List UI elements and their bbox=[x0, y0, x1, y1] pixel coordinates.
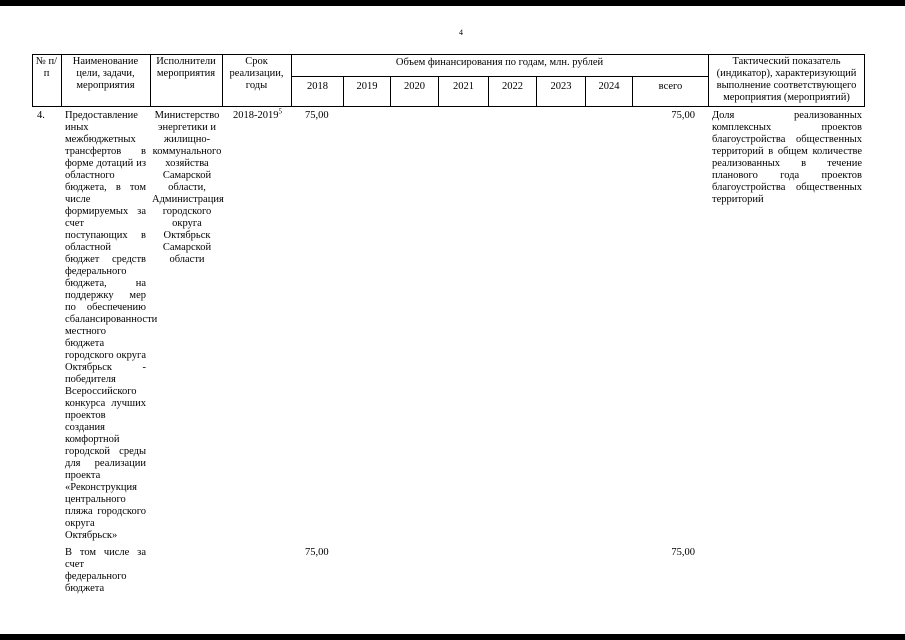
subrow-value-total: 75,00 bbox=[671, 547, 695, 558]
table-left-line bbox=[32, 54, 33, 107]
subrow-name: В том числе за счет федерального бюджета bbox=[65, 547, 146, 594]
header-year-2020: 2020 bbox=[404, 81, 425, 92]
row-executors: Министерство энергетики и жилищно-коммунального хозяйства Самарской области, Администрация городского округа Октябрьск Самарской области bbox=[152, 110, 224, 265]
col-divider-3 bbox=[222, 54, 223, 107]
top-border bbox=[0, 0, 905, 6]
row-term-value: 2018-2019 bbox=[233, 110, 279, 121]
header-year-2019: 2019 bbox=[356, 81, 378, 92]
header-year-2018: 2018 bbox=[307, 81, 328, 92]
subrow-value-2018: 75,00 bbox=[305, 547, 329, 558]
header-num: № п/п bbox=[35, 56, 58, 79]
row-indicator: Доля реализованных комплексных проектов благоустройства общественных территорий в общем количестве реализованных в течение планового года проектов благоустройства общественных территорий bbox=[712, 110, 862, 205]
row-value-2018: 75,00 bbox=[305, 110, 329, 121]
row-value-total: 75,00 bbox=[671, 110, 695, 121]
row-name: Предоставление иных межбюджетных трансфертов в форме дотаций из областного бюджета, в том числе формируемых за счет поступающих в областной бюджет средств федерального бюджета, на поддержку мер по обеспечению сбалансированности местного бюджета городского округа Октябрьск - победителя Всероссийского конкурса лучших проектов создания комфортной городской среды для реализации проекта «Реконструкция центрального пляжа городского округа Октябрьск» bbox=[65, 110, 158, 541]
bottom-border bbox=[0, 634, 905, 640]
row-term bbox=[225, 107, 290, 122]
header-executors: Исполнители мероприятия bbox=[156, 56, 216, 79]
header-year-2024: 2024 bbox=[598, 81, 620, 92]
page-number: 4 bbox=[459, 28, 463, 37]
header-indicator: Тактический показатель (индикатор), характеризующий выполнение соответствующего мероприятия (мероприятий) bbox=[716, 56, 857, 103]
header-year-2023: 2023 bbox=[550, 81, 572, 92]
table-right-line bbox=[864, 54, 865, 107]
col-divider-2 bbox=[150, 54, 151, 107]
years-divider-line bbox=[291, 76, 708, 77]
header-funding: Объем финансирования по годам, млн. рублей bbox=[395, 57, 604, 68]
table-top-line bbox=[32, 54, 865, 55]
row-term-footnote: 5 bbox=[278, 107, 282, 116]
header-bottom-line bbox=[32, 106, 865, 107]
header-year-2021: 2021 bbox=[453, 81, 474, 92]
header-name: Наименование цели, задачи, мероприятия bbox=[72, 56, 139, 91]
row-number: 4. bbox=[37, 110, 45, 121]
col-divider-5 bbox=[708, 54, 709, 107]
header-total: всего bbox=[658, 81, 683, 92]
col-divider-1 bbox=[61, 54, 62, 107]
header-year-2022: 2022 bbox=[502, 81, 523, 92]
header-term: Срок реализации, годы bbox=[229, 56, 284, 91]
